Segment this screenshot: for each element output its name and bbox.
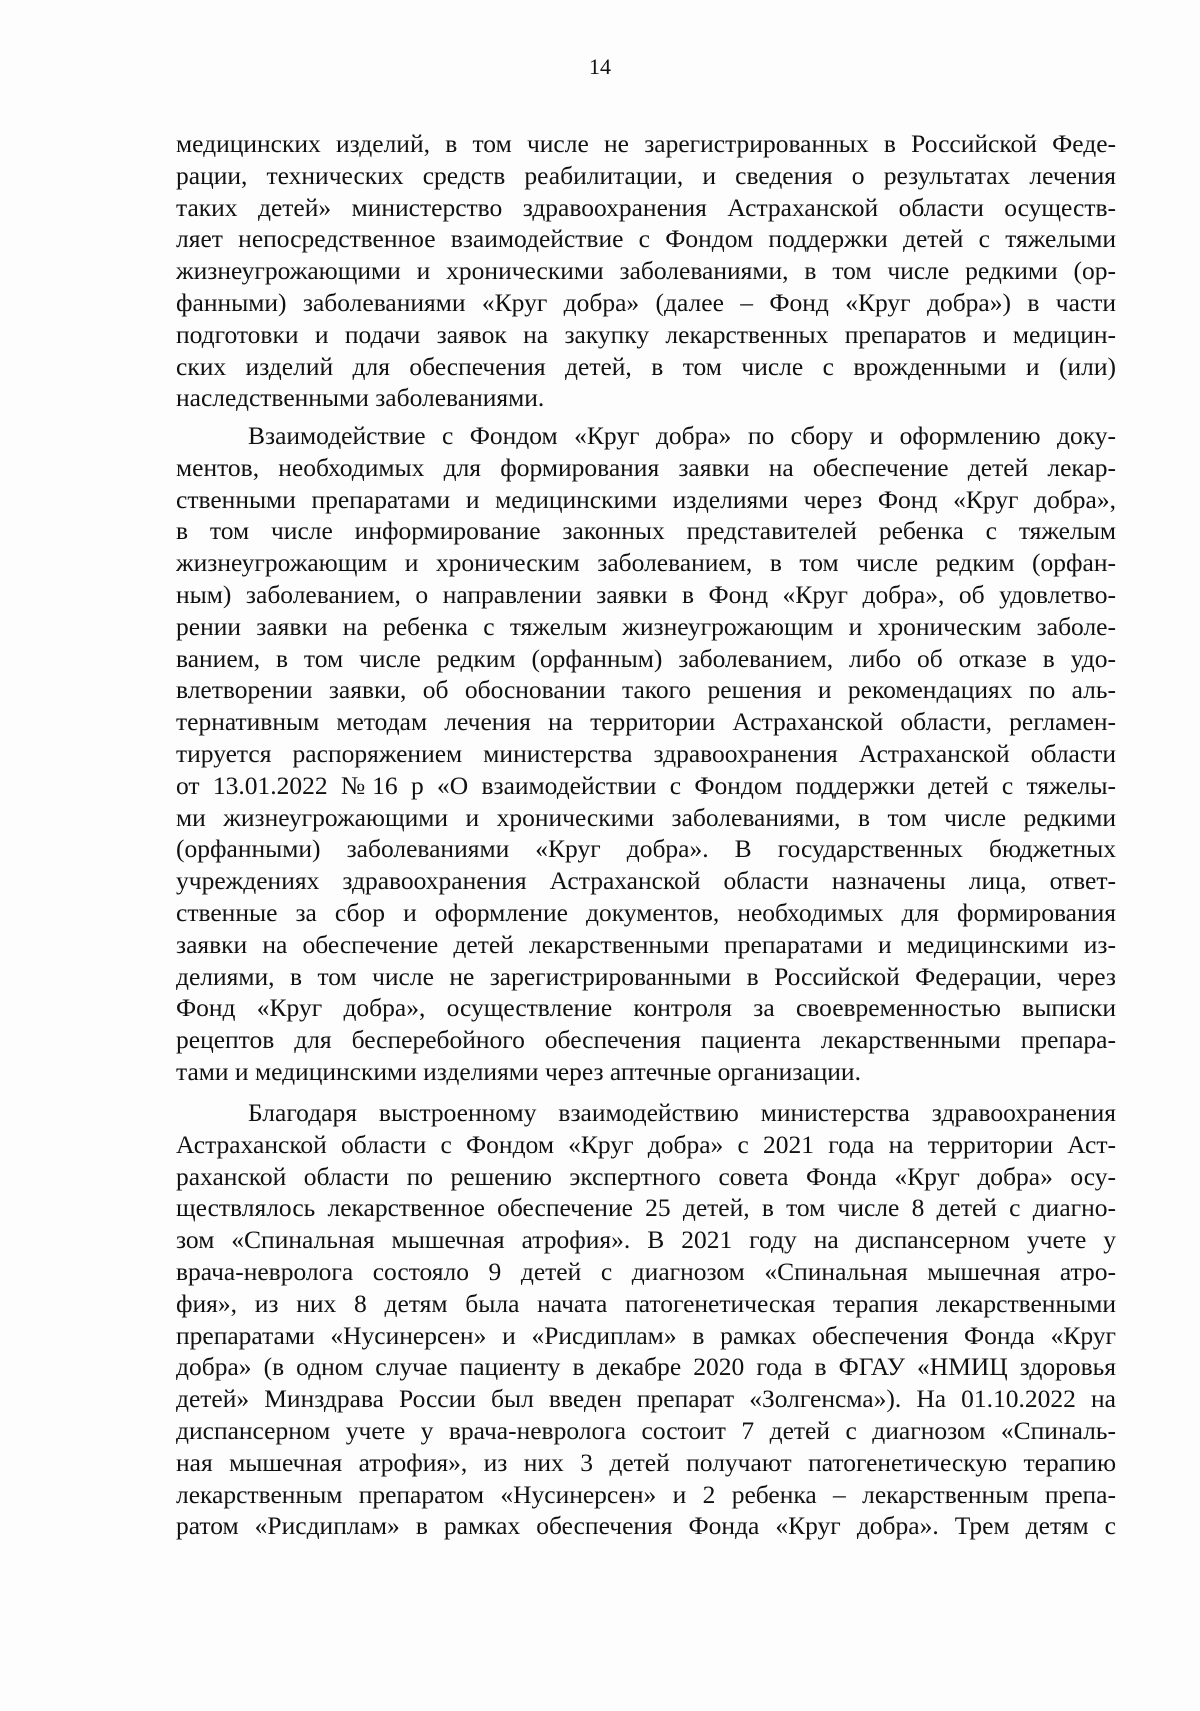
text-line: рецептов для бесперебойного обеспечения пациента лекарственными препара- xyxy=(176,1025,1116,1055)
text-line: ная мышечная атрофия», из них 3 детей получают патогенетическую терапию xyxy=(176,1447,1116,1477)
page-number: 14 xyxy=(589,54,611,79)
text-line: ществлялось лекарственное обеспечение 25 детей, в том числе 8 детей с диагно- xyxy=(176,1193,1116,1223)
text-line: учреждениях здравоохранения Астраханской области назначены лица, ответ- xyxy=(176,866,1116,896)
text-line: жизнеугрожающими и хроническими заболеваниями, в том числе редкими (ор- xyxy=(176,256,1116,286)
text-line: ских изделий для обеспечения детей, в том числе с врожденными и (или) xyxy=(176,351,1116,381)
text-line: ственные за сбор и оформление документов, необходимых для формирования xyxy=(176,897,1116,927)
text-line: ратом «Рисдиплам» в рамках обеспечения Фонда «Круг добра». Трем детям с xyxy=(176,1511,1116,1541)
text-line: добра» (в одном случае пациенту в декабре 2020 года в ФГАУ «НМИЦ здоровья xyxy=(176,1352,1116,1382)
text-line: рации, технических средств реабилитации, и сведения о результатах лечения xyxy=(176,160,1116,190)
paragraph-2 xyxy=(176,420,1116,1088)
text-line: медицинских изделий, в том числе не зарегистрированных в Российской Феде- xyxy=(176,129,1116,158)
text-line: ми жизнеугрожающими и хроническими заболеваниями, в том числе редкими xyxy=(176,802,1116,832)
paragraph-3 xyxy=(176,1097,1116,1542)
text-line: ным) заболеванием, о направлении заявки в Фонд «Круг добра», об удовлетво- xyxy=(176,579,1116,609)
text-line: тами и медицинскими изделиями через аптечные организации. xyxy=(176,1056,861,1086)
text-line: препаратами «Нусинерсен» и «Рисдиплам» в рамках обеспечения Фонда «Круг xyxy=(176,1320,1116,1350)
text-line: влетворении заявки, об обосновании такого решения и рекомендациях по аль- xyxy=(176,675,1116,705)
text-line: таких детей» министерство здравоохранения Астраханской области осуществ- xyxy=(176,192,1116,222)
text-line: Взаимодействие с Фондом «Круг добра» по сбору и оформлению доку- xyxy=(248,421,1116,450)
text-line: диспансерном учете у врача-невролога состоит 7 детей с диагнозом «Спиналь- xyxy=(176,1415,1116,1445)
text-line: врача-невролога состояло 9 детей с диагнозом «Спинальная мышечная атро- xyxy=(176,1256,1116,1286)
text-line: ванием, в том числе редким (орфанным) заболеванием, либо об отказе в удо- xyxy=(176,643,1116,673)
text-line: рении заявки на ребенка с тяжелым жизнеугрожающим и хроническим заболе- xyxy=(176,611,1116,641)
text-line: жизнеугрожающим и хроническим заболеванием, в том числе редким (орфан- xyxy=(176,548,1116,578)
text-line: Астраханской области с Фондом «Круг добра» с 2021 года на территории Аст- xyxy=(176,1129,1116,1159)
paragraph-1 xyxy=(176,128,1116,414)
text-line: в том числе информирование законных представителей ребенка с тяжелым xyxy=(176,516,1116,546)
text-line: детей» Минздрава России был введен препарат «Золгенсма»). На 01.10.2022 на xyxy=(176,1384,1116,1414)
text-line: делиями, в том числе не зарегистрированными в Российской Федерации, через xyxy=(176,961,1116,991)
text-line: ментов, необходимых для формирования заявки на обеспечение детей лекар- xyxy=(176,452,1116,482)
text-line: раханской области по решению экспертного совета Фонда «Круг добра» осу- xyxy=(176,1161,1116,1191)
text-line: Фонд «Круг добра», осуществление контроля за своевременностью выписки xyxy=(176,993,1116,1023)
text-line: заявки на обеспечение детей лекарственными препаратами и медицинскими из- xyxy=(176,929,1116,959)
text-line: от 13.01.2022 №16 р «О взаимодействии с Фондом поддержки детей с тяжелы- xyxy=(176,770,1116,800)
text-line: подготовки и подачи заявок на закупку лекарственных препаратов и медицин- xyxy=(176,319,1116,349)
text-line: тернативным методам лечения на территории Астраханской области, регламен- xyxy=(176,707,1116,737)
text-line: ственными препаратами и медицинскими изделиями через Фонд «Круг добра», xyxy=(176,484,1116,514)
text-line: наследственными заболеваниями. xyxy=(176,383,545,413)
text-line: (орфанными) заболеваниями «Круг добра». В государственных бюджетных xyxy=(176,834,1116,864)
text-line: Благодаря выстроенному взаимодействию министерства здравоохранения xyxy=(248,1098,1116,1127)
text-line: фия», из них 8 детям была начата патогенетическая терапия лекарственными xyxy=(176,1288,1116,1318)
text-line: лекарственным препаратом «Нусинерсен» и 2 ребенка – лекарственным препа- xyxy=(176,1479,1116,1509)
text-line: фанными) заболеваниями «Круг добра» (далее – Фонд «Круг добра») в части xyxy=(176,287,1116,317)
text-line: зом «Спинальная мышечная атрофия». В 2021 году на диспансерном учете у xyxy=(176,1225,1116,1255)
text-line: ляет непосредственное взаимодействие с Фондом поддержки детей с тяжелыми xyxy=(176,224,1116,254)
text-line: тируется распоряжением министерства здравоохранения Астраханской области xyxy=(176,738,1116,768)
